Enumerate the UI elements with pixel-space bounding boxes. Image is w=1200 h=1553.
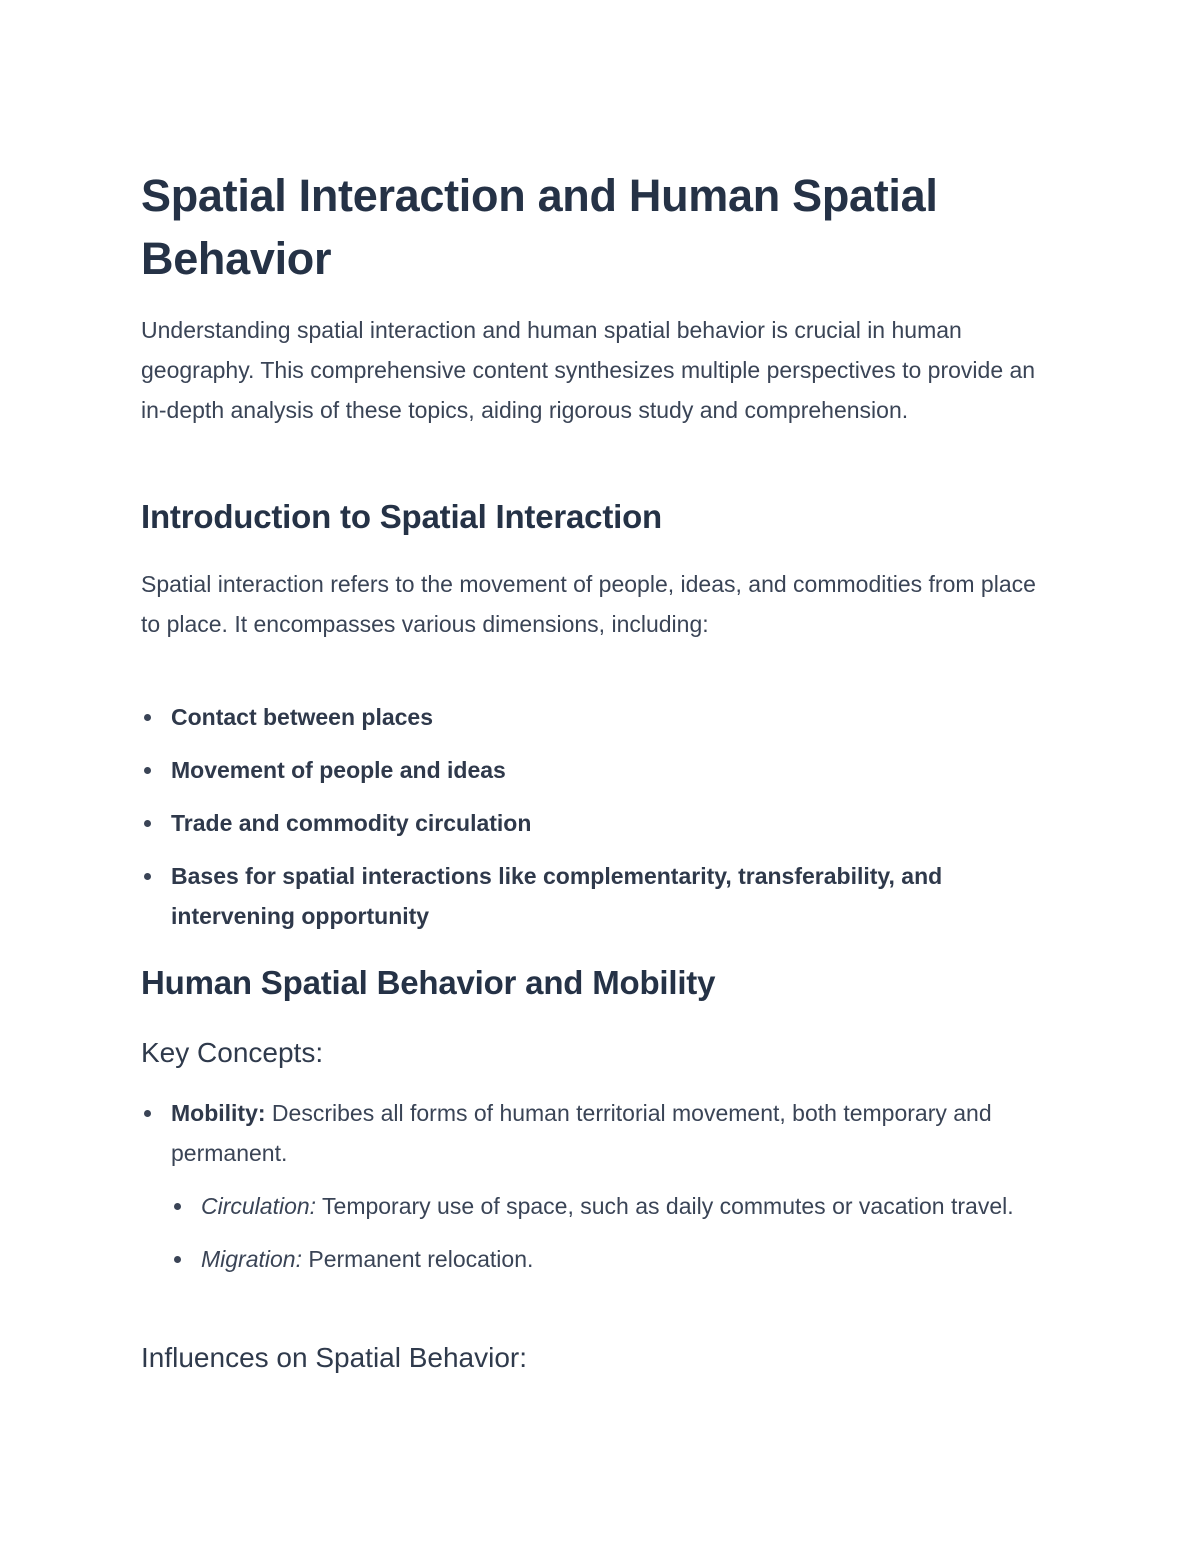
list-item: Movement of people and ideas bbox=[141, 750, 1051, 790]
list-item: Contact between places bbox=[141, 697, 1051, 737]
list-item-mobility bbox=[141, 1093, 1051, 1173]
list-item: Bases for spatial interactions like complementarity, transferability, and intervening opportunity bbox=[141, 856, 1051, 936]
intro-paragraph: Understanding spatial interaction and human spatial behavior is crucial in human geography. This comprehensive content synthesizes multiple perspectives to provide an in-depth analysis of these topics, aiding rigorous study and comprehension. bbox=[141, 317, 1036, 423]
subheading-key-concepts: Key Concepts: bbox=[141, 1037, 324, 1068]
spatial-interaction-list bbox=[141, 697, 1051, 936]
mobility-description: Describes all forms of human territorial movement, both temporary and permanent. bbox=[171, 1100, 992, 1166]
migration-description: Permanent relocation. bbox=[301, 1246, 534, 1272]
section1-paragraph: Spatial interaction refers to the movement of people, ideas, and commodities from place to place. It encompasses various dimensions, including: bbox=[141, 571, 1036, 637]
mobility-sublist bbox=[171, 1186, 1051, 1279]
list-item-circulation bbox=[171, 1186, 1051, 1226]
list-item: Trade and commodity circulation bbox=[141, 803, 1051, 843]
circulation-description: Temporary use of space, such as daily commutes or vacation travel. bbox=[316, 1193, 1014, 1219]
section-heading-human-spatial-behavior: Human Spatial Behavior and Mobility bbox=[141, 964, 716, 1001]
term-circulation: Circulation: bbox=[201, 1193, 317, 1219]
list-item-migration bbox=[171, 1239, 1051, 1279]
subheading-influences: Influences on Spatial Behavior: bbox=[141, 1342, 528, 1373]
section-heading-intro-spatial-interaction: Introduction to Spatial Interaction bbox=[141, 498, 663, 535]
page-title: Spatial Interaction and Human Spatial Behavior bbox=[141, 170, 938, 284]
term-mobility: Mobility: bbox=[171, 1100, 266, 1126]
term-migration: Migration: bbox=[201, 1246, 302, 1272]
key-concepts-list bbox=[141, 1093, 1051, 1173]
